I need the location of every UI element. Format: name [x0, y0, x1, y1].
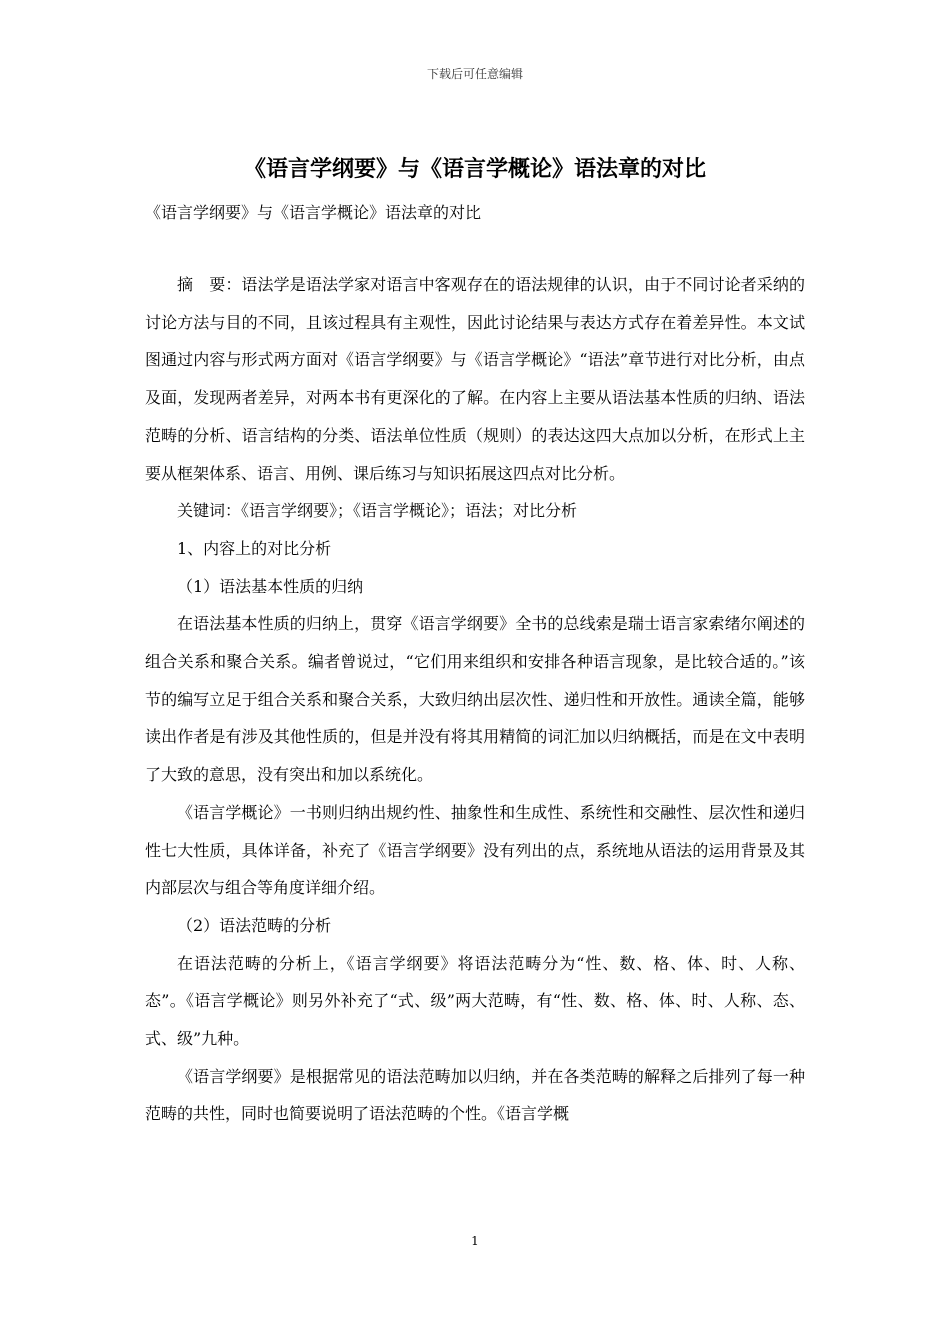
document-title: 《语言学纲要》与《语言学概论》语法章的对比	[243, 156, 706, 182]
subsection-heading: （2）语法范畴的分析	[177, 915, 332, 935]
subsection-heading: （1）语法基本性质的归纳	[177, 576, 364, 596]
body-paragraph: 在语法范畴的分析上，《语言学纲要》将语法范畴分为“性、数、格、体、时、人称、态”。《语言学概论》则另外补充了“式、级”两大范畴，有“性、数、格、体、时、人称、态、式、级”九种。	[145, 953, 805, 1049]
abstract-paragraph: 摘 要：语法学是语法学家对语言中客观存在的语法规律的认识，由于不同讨论者采纳的讨论方法与目的不同，且该过程具有主观性，因此讨论结果与表达方式存在着差异性。本文试图通过内容与形式两方面对《语言学纲要》与《语言学概论》“语法”章节进行对比分析，由点及面，发现两者差异，对两本书有更深化的了解。在内容上主要从语法基本性质的归纳、语法范畴的分析、语言结构的分类、语法单位性质（规则）的表达这四大点加以分析，在形式上主要从框架体系、语言、用例、课后练习与知识拓展这四点对比分析。	[145, 275, 805, 483]
keywords-paragraph: 关键词：《语言学纲要》；《语言学概论》；语法；对比分析	[177, 501, 578, 521]
body-paragraph: 《语言学概论》一书则归纳出规约性、抽象性和生成性、系统性和交融性、层次性和递归性七大性质，具体详备，补充了《语言学纲要》没有列出的点，系统地从语法的运用背景及其内部层次与组合等角度详细介绍。	[145, 802, 805, 898]
page-number: 1	[471, 1234, 479, 1248]
body-paragraph: 《语言学纲要》是根据常见的语法范畴加以归纳，并在各类范畴的解释之后排列了每一种范畴的共性，同时也简要说明了语法范畴的个性。《语言学概	[145, 1066, 805, 1124]
document-body	[145, 266, 805, 1133]
document-subtitle: 《语言学纲要》与《语言学概论》语法章的对比	[145, 203, 482, 222]
body-paragraph: 在语法基本性质的归纳上，贯穿《语言学纲要》全书的总线索是瑞士语言家索绪尔阐述的组合关系和聚合关系。编者曾说过，“它们用来组织和安排各种语言现象，是比较合适的。”该节的编写立足于组合关系和聚合关系，大致归纳出层次性、递归性和开放性。通读全篇，能够读出作者是有涉及其他性质的，但是并没有将其用精简的词汇加以归纳概括，而是在文中表明了大致的意思，没有突出和加以系统化。	[145, 614, 805, 785]
section-heading: 1、内容上的对比分析	[177, 538, 332, 558]
page-header: 下载后可任意编辑	[426, 67, 523, 81]
